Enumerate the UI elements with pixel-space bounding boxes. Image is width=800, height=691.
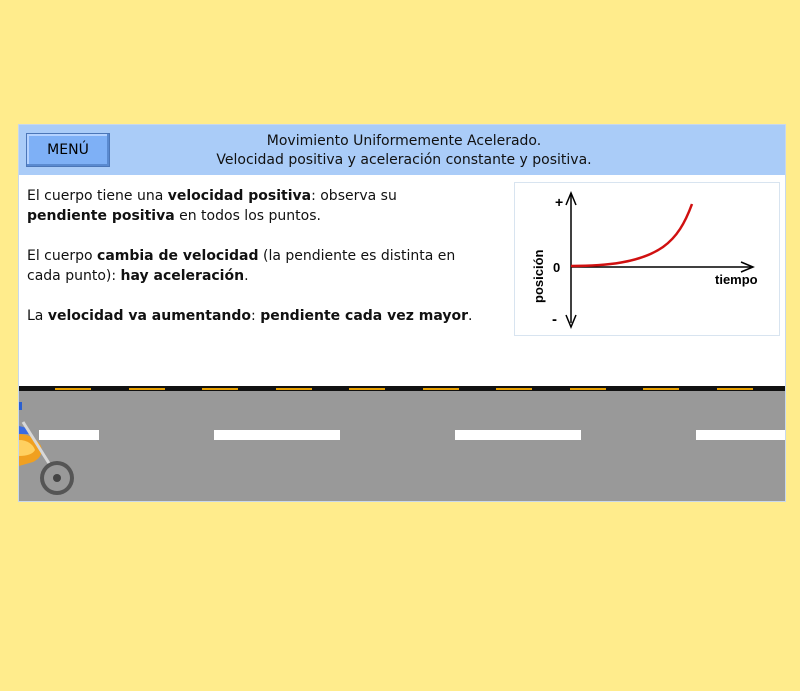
text-line-4	[27, 266, 249, 286]
position-time-graph	[514, 182, 780, 336]
text-bold: cambia de velocidad	[97, 248, 259, 264]
text-span: El cuerpo tiene una	[27, 188, 168, 204]
title-line-1: Movimiento Uniformemente Acelerado.	[266, 133, 542, 149]
text-span: : observa su	[311, 188, 397, 204]
title-line-2: Velocidad positiva y aceleración constante y positiva.	[216, 152, 592, 168]
text-line-5	[27, 306, 472, 326]
text-span: (la pendiente es distinta en	[258, 248, 456, 264]
minus-label: -	[552, 311, 557, 328]
x-axis-label: tiempo	[715, 272, 758, 287]
text-bold: velocidad positiva	[167, 188, 312, 204]
text-span: El cuerpo	[27, 248, 98, 264]
text-span: .	[468, 308, 473, 324]
graph-svg	[515, 183, 779, 335]
text-bold: pendiente cada vez mayor	[260, 308, 468, 324]
plus-label: +	[555, 194, 564, 210]
menu-button[interactable]: MENÚ	[26, 133, 110, 167]
y-axis-label: posición	[531, 249, 546, 303]
text-bold: pendiente positiva	[27, 208, 175, 224]
text-bold: hay aceleración	[120, 268, 245, 284]
text-span: La	[27, 308, 48, 324]
position-curve	[571, 204, 692, 266]
text-span: en todos los puntos.	[174, 208, 321, 224]
text-span: cada punto):	[27, 268, 121, 284]
header-bar	[19, 125, 786, 175]
road-svg	[19, 386, 786, 502]
text-span: :	[251, 308, 261, 324]
text-line-2	[27, 206, 321, 226]
road-bottom-edge	[19, 501, 786, 502]
road-surface	[19, 391, 786, 501]
road-scene	[19, 386, 786, 502]
simulation-window	[18, 124, 786, 502]
text-bold: velocidad va aumentando	[47, 308, 252, 324]
text-span: .	[244, 268, 249, 284]
text-line-3	[27, 246, 455, 266]
text-line-1	[27, 186, 397, 206]
zero-label: 0	[553, 260, 561, 275]
